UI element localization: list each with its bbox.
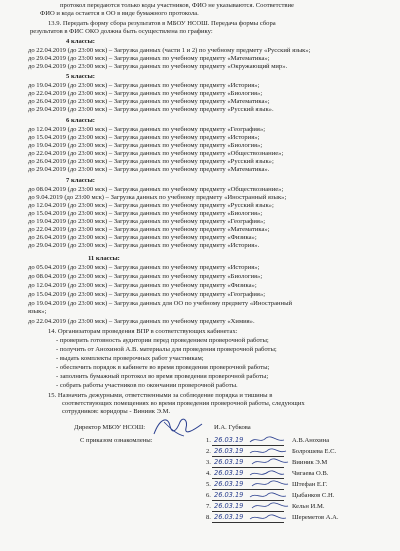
item-14-line: - получить от Анохиной А.В. материалы для проведения проверочной работы; — [56, 346, 277, 353]
item-14-heading: 14. Организаторам проведения ВПР в соответствующих кабинетах: — [48, 328, 238, 335]
signature-date: 26.03.19 — [214, 502, 244, 510]
grade-4-line: до 29.04.2019 (до 23:00 мск) – Загрузка данных по учебному предмету «Окружающий мир». — [28, 63, 288, 70]
grade-6-line: до 12.04.2019 (до 23:00 мск) – Загрузка данных по учебному предмету «География»; — [28, 126, 266, 133]
signature-date: 26.03.19 — [214, 436, 244, 444]
grade-6-line: до 26.04.2019 (до 23:00 мск) – Загрузка данных по учебному предмету «Русский язык»; — [28, 158, 274, 165]
grade-4-heading: 4 классы: — [66, 38, 95, 45]
signatory-name: Вииник Э.М — [292, 459, 328, 466]
grade-5-line: до 19.04.2019 (до 23:00 мск) – Загрузка данных по учебному предмету «История»; — [28, 82, 260, 89]
grade-5-line: до 26.04.2019 (до 23:00 мск) – Загрузка данных по учебному предмету «Математика»; — [28, 98, 270, 105]
signatory-name: Кельн И.М. — [292, 503, 325, 510]
grade-5-heading: 5 классы: — [66, 73, 95, 80]
signatory-name: Цыбанков С.Н. — [292, 492, 335, 499]
signature-date: 26.03.19 — [214, 469, 244, 477]
director-name: И.А. Губкова — [214, 424, 251, 431]
intro-line-2: ФИО и кода остается в ОО в виде бумажного протокола. — [40, 10, 199, 17]
director-label: Директор МБОУ НСОШ: — [74, 424, 146, 431]
item-15-line-3: сотрудников: коридоры - Виниик Э.М. — [62, 408, 171, 415]
grade-7-line: до 9.04.2019 (до 23:00 мск) – Загрузка данных по учебному предмету «Иностранный язык»; — [28, 194, 287, 201]
item-15-line-1: 15. Назначить дежурными, ответственными за соблюдение порядка и тишины в — [48, 392, 273, 399]
signatory-name: А.В.Анохина — [292, 437, 330, 444]
grade-7-line: до 12.04.2019 (до 23:00 мск) – Загрузка данных по учебному предмету «Русский язык»; — [28, 202, 274, 209]
signature-row-number: 3. — [206, 459, 211, 466]
signature-row-number: 4. — [206, 470, 211, 477]
grade-4-line: до 29.04.2019 (до 23:00 мск) – Загрузка данных по учебному предмету «Математика»; — [28, 55, 270, 62]
grade-11-line: до 05.04.2019 (до 23:00 мск) – Загрузка данных по учебному предмету «История»; — [28, 264, 260, 271]
grade-5-line: до 22.04.2019 (до 23:00 мск) – Загрузка данных по учебному предмету «Биология»; — [28, 90, 263, 97]
signature-row-number: 8. — [206, 514, 211, 521]
item-13-line-1: 13.9. Передать форму сбора результатов в МБОУ НСОШ. Передача формы сбора — [48, 20, 276, 27]
grade-6-line: до 29.04.2019 (до 23:00 мск) – Загрузка данных по учебному предмету «Математика». — [28, 166, 270, 173]
item-14-line: - заполнить бумажный протокол во время проведения проверочной работы; — [56, 373, 269, 380]
signature-row-number: 7. — [206, 503, 211, 510]
grade-11-line: до 22.04.2019 (до 23:00 мск) – Загрузка данных по учебному предмету «Химия». — [28, 318, 255, 325]
item-15-line-2: соответствующих помещениях во время проведения проверочной работы, следующих — [62, 400, 305, 407]
signature-date: 26.03.19 — [214, 480, 244, 488]
signature-row-number: 1. — [206, 437, 211, 444]
grade-7-line: до 22.04.2019 (до 23:00 мск) – Загрузка данных по учебному предмету «Математика»; — [28, 226, 270, 233]
grade-7-line: до 08.04.2019 (до 23:00 мск) – Загрузка данных по учебному предмету «Обществознание»; — [28, 186, 284, 193]
signature-row-number: 6. — [206, 492, 211, 499]
grade-6-heading: 6 классы: — [66, 117, 95, 124]
grade-4-line: до 22.04.2019 (до 23:00 мск) – Загрузка данных (части 1 и 2) по учебному предмету «Русский язык»; — [28, 47, 311, 54]
signatory-name: Штефан Е.Г. — [292, 481, 328, 488]
item-14-line: - выдать комплекты проверочных работ участникам; — [56, 355, 204, 362]
item-14-line: - проверить готовность аудитории перед проведением проверочной работы; — [56, 337, 269, 344]
signatory-name: Чигаева О.В. — [292, 470, 329, 477]
signatory-name: Болрошева Е.С. — [292, 448, 337, 455]
signature-row-number: 2. — [206, 448, 211, 455]
grade-7-heading: 7 классы: — [66, 177, 95, 184]
grade-7-line: до 19.04.2019 (до 23:00 мск) – Загрузка данных по учебному предмету «География»; — [28, 218, 266, 225]
grade-6-line: до 22.04.2019 (до 23:00 мск) – Загрузка данных по учебному предмету «Обществознание»; — [28, 150, 284, 157]
signature-date: 26.03.19 — [214, 447, 244, 455]
grade-7-line: до 15.04.2019 (до 23:00 мск) – Загрузка данных по учебному предмету «Биология»; — [28, 210, 263, 217]
grade-7-line: до 29.04.2019 (до 23:00 мск) – Загрузка данных по учебному предмету «История». — [28, 242, 260, 249]
signature-row-number: 5. — [206, 481, 211, 488]
signature-date: 26.03.19 — [214, 513, 244, 521]
grade-5-line: до 29.04.2019 (до 23:00 мск) – Загрузка данных по учебному предмету «Русский язык». — [28, 106, 274, 113]
item-13-line-2: результатов в ФИС ОКО должна быть осуществлена по графику: — [30, 28, 213, 35]
item-14-line: - обеспечить порядок в кабинете во время проведения проверочной работы; — [56, 364, 270, 371]
grade-11-line: до 08.04.2019 (до 23:00 мск) – Загрузка данных по учебному предмету «Биология»; — [28, 273, 263, 280]
intro-line-1: протокол передаются только коды участников, ФИО не указываются. Соответствие — [60, 2, 294, 9]
grade-11-line: до 19.04.2019 (до 23:00 мск) – Загрузка данных для ОО по учебному предмету «Иностранный — [28, 300, 293, 307]
signature-date: 26.03.19 — [214, 491, 244, 499]
grade-11-line: до 15.04.2019 (до 23:00 мск) – Загрузка данных по учебному предмету «География»; — [28, 291, 266, 298]
director-signature — [150, 412, 205, 442]
acquainted-label: С приказом ознакомлены: — [80, 437, 153, 444]
grade-6-line: до 15.04.2019 (до 23:00 мск) – Загрузка данных по учебному предмету «История»; — [28, 134, 260, 141]
handwritten-signatures — [248, 434, 292, 526]
grade-11-heading: 11 классы: — [88, 255, 120, 262]
grade-6-line: до 19.04.2019 (до 23:00 мск) – Загрузка данных по учебному предмету «Биология»; — [28, 142, 263, 149]
signature-date: 26.03.19 — [214, 458, 244, 466]
grade-7-line: до 26.04.2019 (до 23:00 мск) – Загрузка данных по учебному предмету «Физика»; — [28, 234, 257, 241]
grade-11-line: до 12.04.2019 (до 23:00 мск) – Загрузка данных по учебному предмету «Физика»; — [28, 282, 257, 289]
grade-11-line: язык»; — [28, 308, 47, 315]
signatory-name: Шереметов А.А. — [292, 514, 339, 521]
item-14-line: - собрать работы участников по окончании проверочной работы. — [56, 382, 238, 389]
